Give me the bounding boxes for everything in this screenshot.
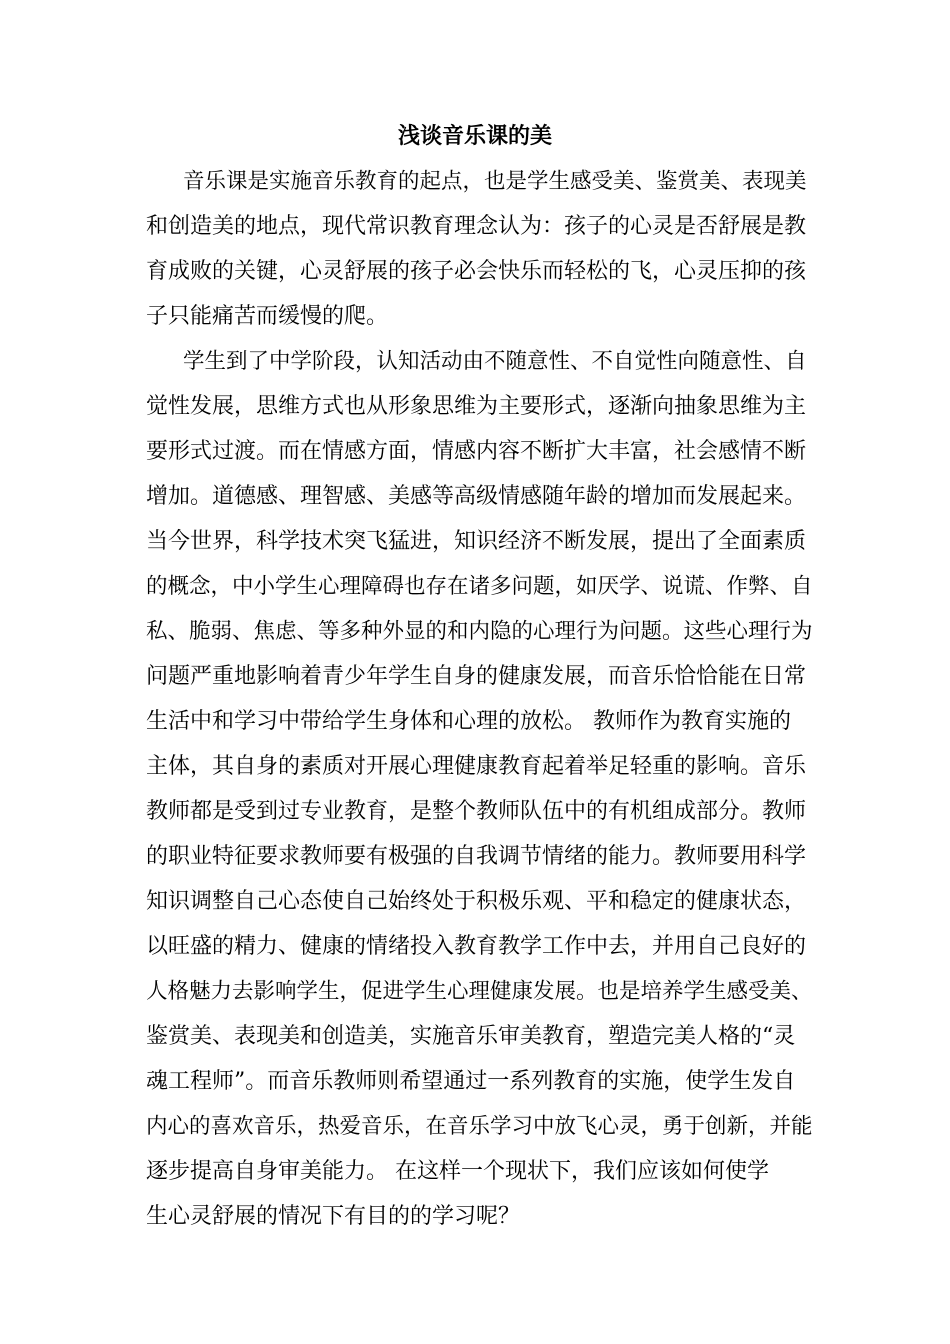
- text-line: 魂工程师”。而音乐教师则希望通过一系列教育的实施，使学生发自: [146, 1069, 796, 1094]
- text-line: 子只能痛苦而缓慢的爬。: [146, 304, 389, 329]
- text-line: 问题严重地影响着青少年学生自身的健康发展，而音乐恰恰能在日常: [146, 664, 807, 689]
- text-line: 育成败的关键，心灵舒展的孩子必会快乐而轻松的飞，心灵压抑的孩: [146, 259, 807, 284]
- text-line: 私、脆弱、焦虑、等多种外显的和内隐的心理行为问题。这些心理行为: [146, 619, 813, 644]
- text-line: 逐步提高自身审美能力。 在这样一个现状下，我们应该如何使学: [146, 1159, 769, 1184]
- text-line: 鉴赏美、表现美和创造美，实施音乐审美教育，塑造完美人格的“灵: [146, 1024, 796, 1049]
- text-line: 主体，其自身的素质对开展心理健康教育起着举足轻重的影响。音乐: [146, 754, 807, 779]
- text-line: 的职业特征要求教师要有极强的自我调节情绪的能力。教师要用科学: [146, 844, 807, 869]
- document-title: 浅谈音乐课的美: [397, 123, 552, 149]
- text-line: 要形式过渡。而在情感方面，情感内容不断扩大丰富，社会感情不断: [146, 439, 807, 464]
- text-line: 内心的喜欢音乐，热爱音乐，在音乐学习中放飞心灵，勇于创新，并能: [146, 1114, 813, 1139]
- text-line: 教师都是受到过专业教育，是整个教师队伍中的有机组成部分。教师: [146, 799, 807, 824]
- text-line: 的概念，中小学生心理障碍也存在诸多问题，如厌学、说谎、作弊、自: [146, 574, 813, 599]
- text-line: 当今世界，科学技术突飞猛进，知识经济不断发展，提出了全面素质: [146, 529, 807, 554]
- text-line: 学生到了中学阶段，认知活动由不随意性、不自觉性向随意性、自: [183, 349, 807, 374]
- text-line: 增加。道德感、理智感、美感等高级情感随年龄的增加而发展起来。: [146, 484, 807, 509]
- text-line: 和创造美的地点，现代常识教育理念认为：孩子的心灵是否舒展是教: [146, 214, 807, 239]
- text-line: 生心灵舒展的情况下有目的的学习呢？: [146, 1204, 521, 1229]
- text-line: 知识调整自己心态使自己始终处于积极乐观、平和稳定的健康状态，: [146, 889, 807, 914]
- text-line: 人格魅力去影响学生，促进学生心理健康发展。也是培养学生感受美、: [146, 979, 813, 1004]
- text-line: 以旺盛的精力、健康的情绪投入教育教学工作中去，并用自己良好的: [146, 934, 807, 959]
- text-line: 音乐课是实施音乐教育的起点，也是学生感受美、鉴赏美、表现美: [183, 169, 807, 194]
- text-line: 生活中和学习中带给学生身体和心理的放松。 教师作为教育实施的: [146, 709, 791, 734]
- text-line: 觉性发展，思维方式也从形象思维为主要形式，逐渐向抽象思维为主: [146, 394, 807, 419]
